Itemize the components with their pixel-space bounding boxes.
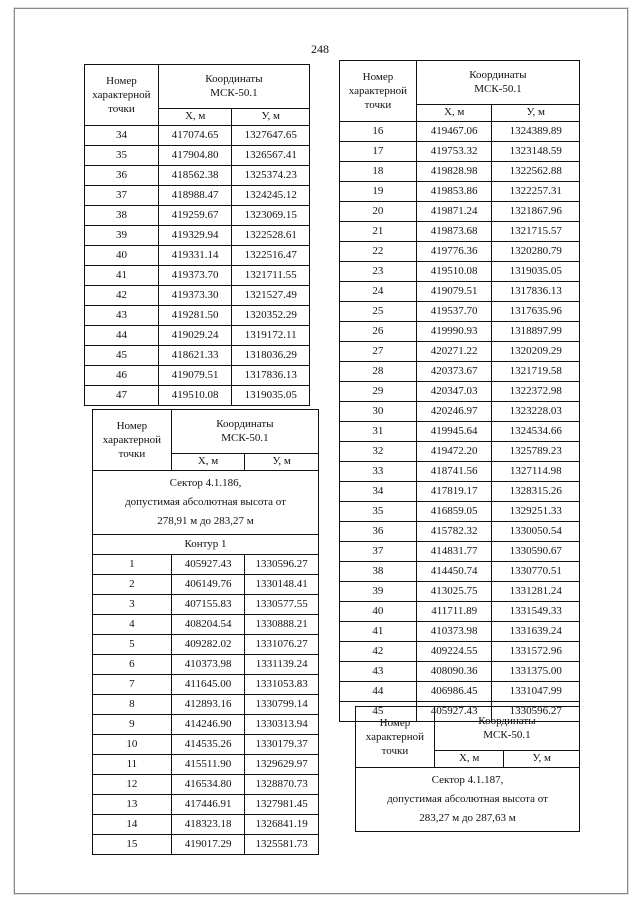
- point-number-cell: 3: [93, 595, 172, 615]
- table-row: [93, 835, 319, 855]
- table-row: [340, 462, 580, 482]
- x-coordinate-cell: 419828.98: [416, 162, 492, 182]
- coordinates-system-header: [416, 61, 579, 105]
- point-number-cell: 23: [340, 262, 417, 282]
- x-coordinate-cell: 409282.02: [171, 635, 245, 655]
- x-coordinate-cell: 418988.47: [158, 186, 232, 206]
- y-coordinate-cell: 1319035.05: [492, 262, 580, 282]
- x-coordinate-cell: 416534.80: [171, 775, 245, 795]
- point-number-cell: 24: [340, 282, 417, 302]
- y-coordinate-cell: 1318897.99: [492, 322, 580, 342]
- sector-description: [356, 768, 580, 832]
- table-row: [340, 302, 580, 322]
- x-coordinate-cell: 405927.43: [171, 555, 245, 575]
- table-row: [340, 562, 580, 582]
- table-row: [93, 555, 319, 575]
- table-row: [93, 715, 319, 735]
- y-coordinate-cell: 1331047.99: [492, 682, 580, 702]
- table-row: [340, 182, 580, 202]
- x-coordinate-cell: 419776.36: [416, 242, 492, 262]
- x-header: X, м: [171, 453, 245, 470]
- y-coordinate-cell: 1322257.31: [492, 182, 580, 202]
- point-number-cell: 17: [340, 142, 417, 162]
- x-coordinate-cell: 419537.70: [416, 302, 492, 322]
- table-row: [93, 795, 319, 815]
- table-row: [340, 502, 580, 522]
- coordinates-table-left-bottom: [92, 409, 319, 855]
- table-row: [93, 635, 319, 655]
- x-coordinate-cell: 419945.64: [416, 422, 492, 442]
- y-coordinate-cell: 1329629.97: [245, 755, 319, 775]
- x-coordinate-cell: 420373.67: [416, 362, 492, 382]
- point-number-cell: 34: [85, 126, 159, 146]
- y-coordinate-cell: 1325374.23: [232, 166, 310, 186]
- point-number-cell: 26: [340, 322, 417, 342]
- x-coordinate-cell: 410373.98: [171, 655, 245, 675]
- table-row: [85, 206, 310, 226]
- x-coordinate-cell: 405927.43: [416, 702, 492, 722]
- table-row: [93, 615, 319, 635]
- y-coordinate-cell: 1321715.57: [492, 222, 580, 242]
- table-row: [93, 815, 319, 835]
- coordinates-label: Координаты: [478, 715, 536, 728]
- x-coordinate-cell: 411645.00: [171, 675, 245, 695]
- x-coordinate-cell: 412893.16: [171, 695, 245, 715]
- table-row: [85, 286, 310, 306]
- table-row: [85, 326, 310, 346]
- contour-label: Контур 1: [93, 535, 319, 555]
- point-number-cell: 30: [340, 402, 417, 422]
- y-coordinate-cell: 1328870.73: [245, 775, 319, 795]
- x-coordinate-cell: 419373.70: [158, 266, 232, 286]
- table-row: [340, 582, 580, 602]
- x-coordinate-cell: 418562.38: [158, 166, 232, 186]
- x-coordinate-cell: 413025.75: [416, 582, 492, 602]
- y-coordinate-cell: 1330596.27: [492, 702, 580, 722]
- x-coordinate-cell: 414831.77: [416, 542, 492, 562]
- x-coordinate-cell: 406986.45: [416, 682, 492, 702]
- sector-title: Сектор 4.1.186,: [169, 477, 242, 489]
- x-coordinate-cell: 417904.80: [158, 146, 232, 166]
- x-coordinate-cell: 415511.90: [171, 755, 245, 775]
- sector-height-range: 278,91 м до 283,27 м: [157, 515, 254, 527]
- y-header: У, м: [492, 104, 580, 121]
- table-row: [93, 695, 319, 715]
- point-number-cell: 35: [340, 502, 417, 522]
- point-number-cell: 18: [340, 162, 417, 182]
- x-coordinate-cell: 414535.26: [171, 735, 245, 755]
- x-coordinate-cell: 408204.54: [171, 615, 245, 635]
- point-number-cell: 11: [93, 755, 172, 775]
- x-coordinate-cell: 415782.32: [416, 522, 492, 542]
- x-coordinate-cell: 406149.76: [171, 575, 245, 595]
- y-coordinate-cell: 1331281.24: [492, 582, 580, 602]
- table-row: [340, 242, 580, 262]
- point-number-cell: 40: [340, 602, 417, 622]
- x-coordinate-cell: 419510.08: [158, 386, 232, 406]
- x-coordinate-cell: 408090.36: [416, 662, 492, 682]
- point-number-header: Номер характерной точки: [356, 707, 435, 768]
- point-number-cell: 37: [85, 186, 159, 206]
- x-coordinate-cell: 417074.65: [158, 126, 232, 146]
- point-number-cell: 38: [340, 562, 417, 582]
- point-number-cell: 45: [85, 346, 159, 366]
- x-coordinate-cell: 419871.24: [416, 202, 492, 222]
- x-coordinate-cell: 419753.32: [416, 142, 492, 162]
- x-coordinate-cell: 419510.08: [416, 262, 492, 282]
- table-row: [340, 542, 580, 562]
- table-row: [340, 382, 580, 402]
- point-number-cell: 44: [340, 682, 417, 702]
- sector-height-text: допустимая абсолютная высота от: [387, 793, 548, 805]
- table-row: [85, 266, 310, 286]
- x-coordinate-cell: 419029.24: [158, 326, 232, 346]
- table-row: [340, 442, 580, 462]
- point-number-cell: 1: [93, 555, 172, 575]
- coordinates-table-right-bottom: [355, 706, 580, 832]
- y-coordinate-cell: 1330050.54: [492, 522, 580, 542]
- x-coordinate-cell: 420347.03: [416, 382, 492, 402]
- x-coordinate-cell: 409224.55: [416, 642, 492, 662]
- point-number-cell: 10: [93, 735, 172, 755]
- table-row: [340, 482, 580, 502]
- y-coordinate-cell: 1330148.41: [245, 575, 319, 595]
- point-number-cell: 46: [85, 366, 159, 386]
- table-row: [93, 775, 319, 795]
- point-number-cell: 31: [340, 422, 417, 442]
- page-number: 248: [311, 42, 329, 56]
- y-coordinate-cell: 1322372.98: [492, 382, 580, 402]
- x-header: X, м: [416, 104, 492, 121]
- y-coordinate-cell: 1323228.03: [492, 402, 580, 422]
- coordinates-system-header: [158, 65, 309, 109]
- y-coordinate-cell: 1329251.33: [492, 502, 580, 522]
- y-coordinate-cell: 1319172.11: [232, 326, 310, 346]
- table-row: [340, 422, 580, 442]
- coordinates-system-header: [171, 410, 318, 454]
- point-number-header: Номер характерной точки: [93, 410, 172, 471]
- point-number-cell: 21: [340, 222, 417, 242]
- y-coordinate-cell: 1320280.79: [492, 242, 580, 262]
- x-coordinate-cell: 419281.50: [158, 306, 232, 326]
- y-coordinate-cell: 1331549.33: [492, 602, 580, 622]
- y-coordinate-cell: 1331053.83: [245, 675, 319, 695]
- sector-title: Сектор 4.1.187,: [431, 774, 504, 786]
- table-row: [340, 122, 580, 142]
- coordinates-label: Координаты: [205, 73, 263, 86]
- y-coordinate-cell: 1330770.51: [492, 562, 580, 582]
- point-number-cell: 45: [340, 702, 417, 722]
- sector-height-range: 283,27 м до 287,63 м: [419, 812, 516, 824]
- point-number-cell: 19: [340, 182, 417, 202]
- y-coordinate-cell: 1327981.45: [245, 795, 319, 815]
- point-number-cell: 8: [93, 695, 172, 715]
- point-number-cell: 14: [93, 815, 172, 835]
- y-coordinate-cell: 1318036.29: [232, 346, 310, 366]
- point-number-cell: 42: [85, 286, 159, 306]
- table-row: [85, 226, 310, 246]
- point-number-cell: 37: [340, 542, 417, 562]
- x-coordinate-cell: 418621.33: [158, 346, 232, 366]
- point-number-cell: 39: [340, 582, 417, 602]
- y-coordinate-cell: 1330596.27: [245, 555, 319, 575]
- table-row: [85, 306, 310, 326]
- point-number-cell: 27: [340, 342, 417, 362]
- table-row: [340, 222, 580, 242]
- y-coordinate-cell: 1324245.12: [232, 186, 310, 206]
- y-coordinate-cell: 1331572.96: [492, 642, 580, 662]
- table-row: [340, 602, 580, 622]
- y-coordinate-cell: 1322562.88: [492, 162, 580, 182]
- coordinate-system-label: МСК-50.1: [210, 87, 258, 100]
- x-header: X, м: [158, 108, 232, 125]
- point-number-cell: 4: [93, 615, 172, 635]
- y-header: У, м: [232, 108, 310, 125]
- y-header: У, м: [504, 750, 580, 767]
- table-row: [340, 262, 580, 282]
- point-number-cell: 20: [340, 202, 417, 222]
- table-row: [93, 575, 319, 595]
- x-coordinate-cell: 419017.29: [171, 835, 245, 855]
- x-coordinate-cell: 419331.14: [158, 246, 232, 266]
- y-coordinate-cell: 1323148.59: [492, 142, 580, 162]
- point-number-cell: 29: [340, 382, 417, 402]
- table-row: [85, 146, 310, 166]
- point-number-cell: 12: [93, 775, 172, 795]
- point-number-cell: 16: [340, 122, 417, 142]
- y-coordinate-cell: 1326567.41: [232, 146, 310, 166]
- point-number-cell: 41: [85, 266, 159, 286]
- point-number-cell: 43: [340, 662, 417, 682]
- table-row: [340, 202, 580, 222]
- point-number-cell: 9: [93, 715, 172, 735]
- y-coordinate-cell: 1330799.14: [245, 695, 319, 715]
- table-row: [93, 595, 319, 615]
- point-number-cell: 39: [85, 226, 159, 246]
- y-coordinate-cell: 1331375.00: [492, 662, 580, 682]
- x-coordinate-cell: 416859.05: [416, 502, 492, 522]
- point-number-cell: 13: [93, 795, 172, 815]
- y-coordinate-cell: 1317635.96: [492, 302, 580, 322]
- point-number-cell: 36: [340, 522, 417, 542]
- table-row: [85, 386, 310, 406]
- coordinates-system-header: [434, 707, 579, 751]
- y-coordinate-cell: 1328315.26: [492, 482, 580, 502]
- y-coordinate-cell: 1330179.37: [245, 735, 319, 755]
- point-number-cell: 6: [93, 655, 172, 675]
- y-coordinate-cell: 1330590.67: [492, 542, 580, 562]
- table-row: [340, 142, 580, 162]
- point-number-cell: 7: [93, 675, 172, 695]
- point-number-cell: 33: [340, 462, 417, 482]
- table-row: [340, 642, 580, 662]
- point-number-cell: 25: [340, 302, 417, 322]
- y-coordinate-cell: 1320209.29: [492, 342, 580, 362]
- y-coordinate-cell: 1322516.47: [232, 246, 310, 266]
- coordinates-table-left-top: [84, 64, 310, 406]
- x-coordinate-cell: 417446.91: [171, 795, 245, 815]
- point-number-cell: 32: [340, 442, 417, 462]
- coordinates-label: Координаты: [216, 418, 274, 431]
- y-coordinate-cell: 1319035.05: [232, 386, 310, 406]
- x-coordinate-cell: 419990.93: [416, 322, 492, 342]
- point-number-cell: 38: [85, 206, 159, 226]
- table-row: [93, 735, 319, 755]
- coordinate-system-label: МСК-50.1: [483, 729, 531, 742]
- x-coordinate-cell: 419079.51: [416, 282, 492, 302]
- y-coordinate-cell: 1331639.24: [492, 622, 580, 642]
- y-coordinate-cell: 1317836.13: [232, 366, 310, 386]
- table-row: [93, 655, 319, 675]
- y-coordinate-cell: 1330313.94: [245, 715, 319, 735]
- y-header: У, м: [245, 453, 319, 470]
- point-number-cell: 40: [85, 246, 159, 266]
- point-number-cell: 5: [93, 635, 172, 655]
- point-number-cell: 36: [85, 166, 159, 186]
- y-coordinate-cell: 1331139.24: [245, 655, 319, 675]
- y-coordinate-cell: 1322528.61: [232, 226, 310, 246]
- x-coordinate-cell: 414246.90: [171, 715, 245, 735]
- table-row: [340, 522, 580, 542]
- table-row: [340, 162, 580, 182]
- table-row: [340, 682, 580, 702]
- table-row: [340, 402, 580, 422]
- point-number-cell: 22: [340, 242, 417, 262]
- x-coordinate-cell: 419373.30: [158, 286, 232, 306]
- point-number-header: Номер характерной точки: [85, 65, 159, 126]
- table-row: [85, 366, 310, 386]
- y-coordinate-cell: 1317836.13: [492, 282, 580, 302]
- point-number-cell: 44: [85, 326, 159, 346]
- point-number-cell: 47: [85, 386, 159, 406]
- x-coordinate-cell: 419329.94: [158, 226, 232, 246]
- point-number-cell: 43: [85, 306, 159, 326]
- x-coordinate-cell: 411711.89: [416, 602, 492, 622]
- y-coordinate-cell: 1330888.21: [245, 615, 319, 635]
- x-coordinate-cell: 419472.20: [416, 442, 492, 462]
- coordinate-system-label: МСК-50.1: [474, 83, 522, 96]
- x-coordinate-cell: 419873.68: [416, 222, 492, 242]
- coordinate-system-label: МСК-50.1: [221, 432, 269, 445]
- y-coordinate-cell: 1327647.65: [232, 126, 310, 146]
- table-row: [340, 322, 580, 342]
- point-number-cell: 34: [340, 482, 417, 502]
- x-coordinate-cell: 414450.74: [416, 562, 492, 582]
- y-coordinate-cell: 1321527.49: [232, 286, 310, 306]
- y-coordinate-cell: 1325789.23: [492, 442, 580, 462]
- sector-height-text: допустимая абсолютная высота от: [125, 496, 286, 508]
- table-row: [85, 346, 310, 366]
- y-coordinate-cell: 1323069.15: [232, 206, 310, 226]
- y-coordinate-cell: 1325581.73: [245, 835, 319, 855]
- x-coordinate-cell: 419467.06: [416, 122, 492, 142]
- x-coordinate-cell: 420246.97: [416, 402, 492, 422]
- x-coordinate-cell: 407155.83: [171, 595, 245, 615]
- x-coordinate-cell: 410373.98: [416, 622, 492, 642]
- table-row: [85, 246, 310, 266]
- table-row: [85, 126, 310, 146]
- point-number-cell: 41: [340, 622, 417, 642]
- table-row: [340, 362, 580, 382]
- point-number-cell: 2: [93, 575, 172, 595]
- y-coordinate-cell: 1321719.58: [492, 362, 580, 382]
- x-coordinate-cell: 418323.18: [171, 815, 245, 835]
- x-header: X, м: [434, 750, 504, 767]
- coordinates-label: Координаты: [469, 69, 527, 82]
- table-row: [85, 166, 310, 186]
- x-coordinate-cell: 419853.86: [416, 182, 492, 202]
- point-number-cell: 35: [85, 146, 159, 166]
- sector-description: [93, 471, 319, 535]
- table-row: [340, 622, 580, 642]
- y-coordinate-cell: 1326841.19: [245, 815, 319, 835]
- table-row: [93, 755, 319, 775]
- y-coordinate-cell: 1324389.89: [492, 122, 580, 142]
- point-number-cell: 28: [340, 362, 417, 382]
- y-coordinate-cell: 1327114.98: [492, 462, 580, 482]
- x-coordinate-cell: 417819.17: [416, 482, 492, 502]
- y-coordinate-cell: 1321867.96: [492, 202, 580, 222]
- y-coordinate-cell: 1331076.27: [245, 635, 319, 655]
- y-coordinate-cell: 1330577.55: [245, 595, 319, 615]
- x-coordinate-cell: 419259.67: [158, 206, 232, 226]
- point-number-header: Номер характерной точки: [340, 61, 417, 122]
- y-coordinate-cell: 1321711.55: [232, 266, 310, 286]
- point-number-cell: 15: [93, 835, 172, 855]
- x-coordinate-cell: 420271.22: [416, 342, 492, 362]
- table-row: [93, 675, 319, 695]
- table-row: [340, 342, 580, 362]
- table-row: [340, 662, 580, 682]
- y-coordinate-cell: 1324534.66: [492, 422, 580, 442]
- y-coordinate-cell: 1320352.29: [232, 306, 310, 326]
- point-number-cell: 42: [340, 642, 417, 662]
- x-coordinate-cell: 418741.56: [416, 462, 492, 482]
- table-row: [85, 186, 310, 206]
- x-coordinate-cell: 419079.51: [158, 366, 232, 386]
- table-row: [340, 282, 580, 302]
- coordinates-table-right-top: [339, 60, 580, 722]
